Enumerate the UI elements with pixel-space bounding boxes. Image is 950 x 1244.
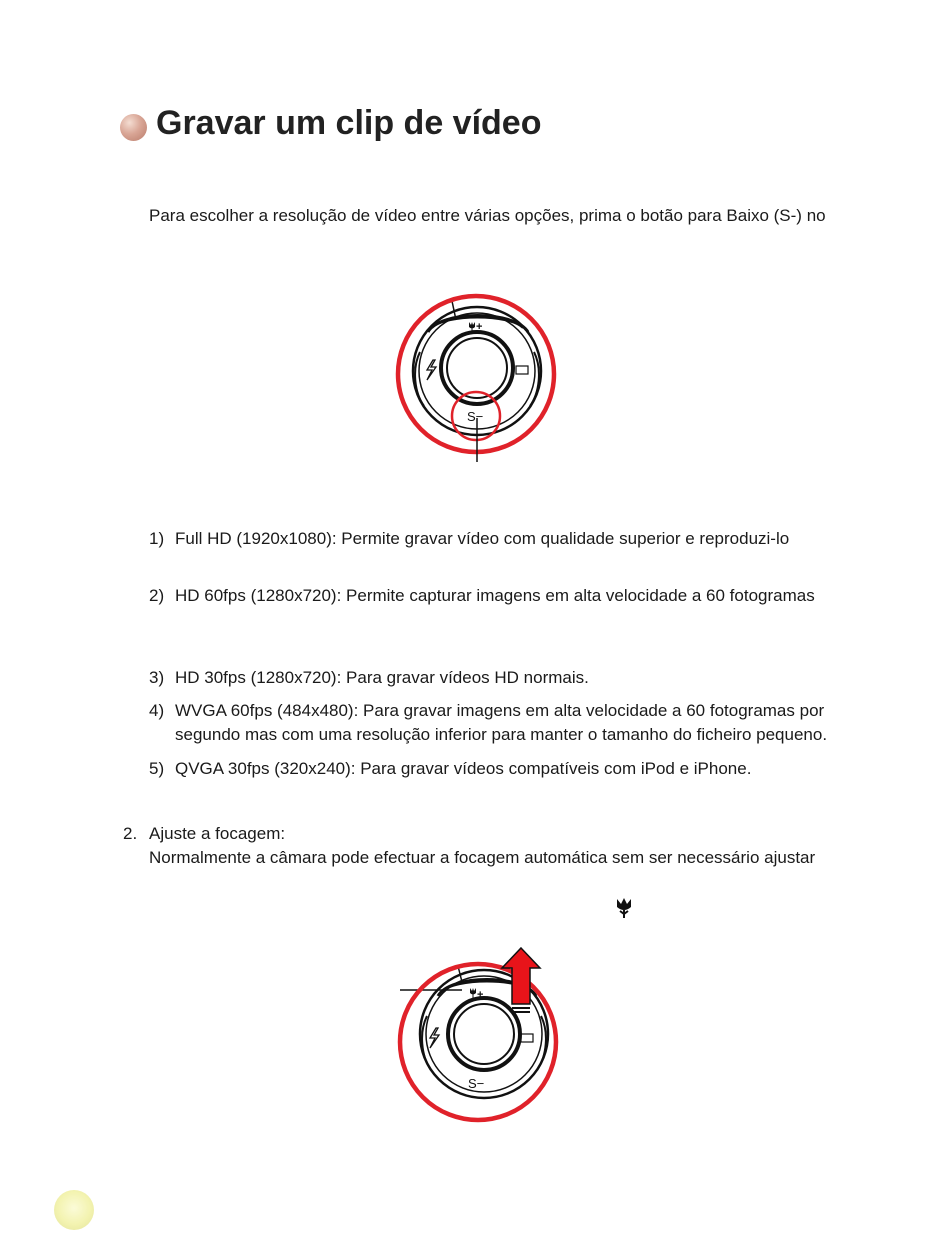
option-text-5: QVGA 30fps (320x240): Para gravar vídeos compatíveis com iPod e iPhone. [175,759,752,778]
dial-bottom-label: S− [467,409,484,424]
option-text-1: Full HD (1920x1080): Permite gravar vídeo com qualidade superior e reproduzi-lo [175,529,790,548]
option-text-4: WVGA 60fps (484x480): Para gravar imagens em alta velocidade a 60 fotogramas por [175,701,825,720]
flash-icon [427,360,436,380]
dial-bottom-label: S− [468,1076,485,1091]
macro-flower-icon [614,896,634,920]
intro-text: Para escolher a resolução de vídeo entre várias opções, prima o botão para Baixo (S-) no [149,206,826,225]
dial-top-label: + [476,321,483,333]
dial-diagram-down [390,288,565,468]
option-num-1: 1) [149,529,165,548]
option-num-5: 5) [149,759,165,778]
dial-top-label: + [477,989,484,1001]
page-title: Gravar um clip de vídeo [156,104,542,142]
page-number-marker [54,1190,94,1230]
display-icon [519,1034,533,1042]
option-text-3: HD 30fps (1280x720): Para gravar vídeos HD normais. [175,668,589,687]
step2-text: Normalmente a câmara pode efectuar a focagem automática sem ser necessário ajustar [149,848,816,867]
step2-number: 2. [123,824,138,843]
display-icon [514,366,528,374]
option-num-2: 2) [149,586,165,605]
flash-icon [430,1028,439,1048]
option-text-4-cont: segundo mas com uma resolução inferior para manter o tamanho do ficheiro pequeno. [175,725,828,744]
macro-flower-icon [470,988,476,998]
option-num-3: 3) [149,668,165,687]
title-bullet-icon [120,114,147,141]
option-num-4: 4) [149,701,165,720]
option-text-2: HD 60fps (1280x720): Permite capturar imagens em alta velocidade a 60 fotogramas [175,586,815,605]
step2-heading: Ajuste a focagem: [149,824,286,843]
dial-diagram-up [396,942,566,1127]
